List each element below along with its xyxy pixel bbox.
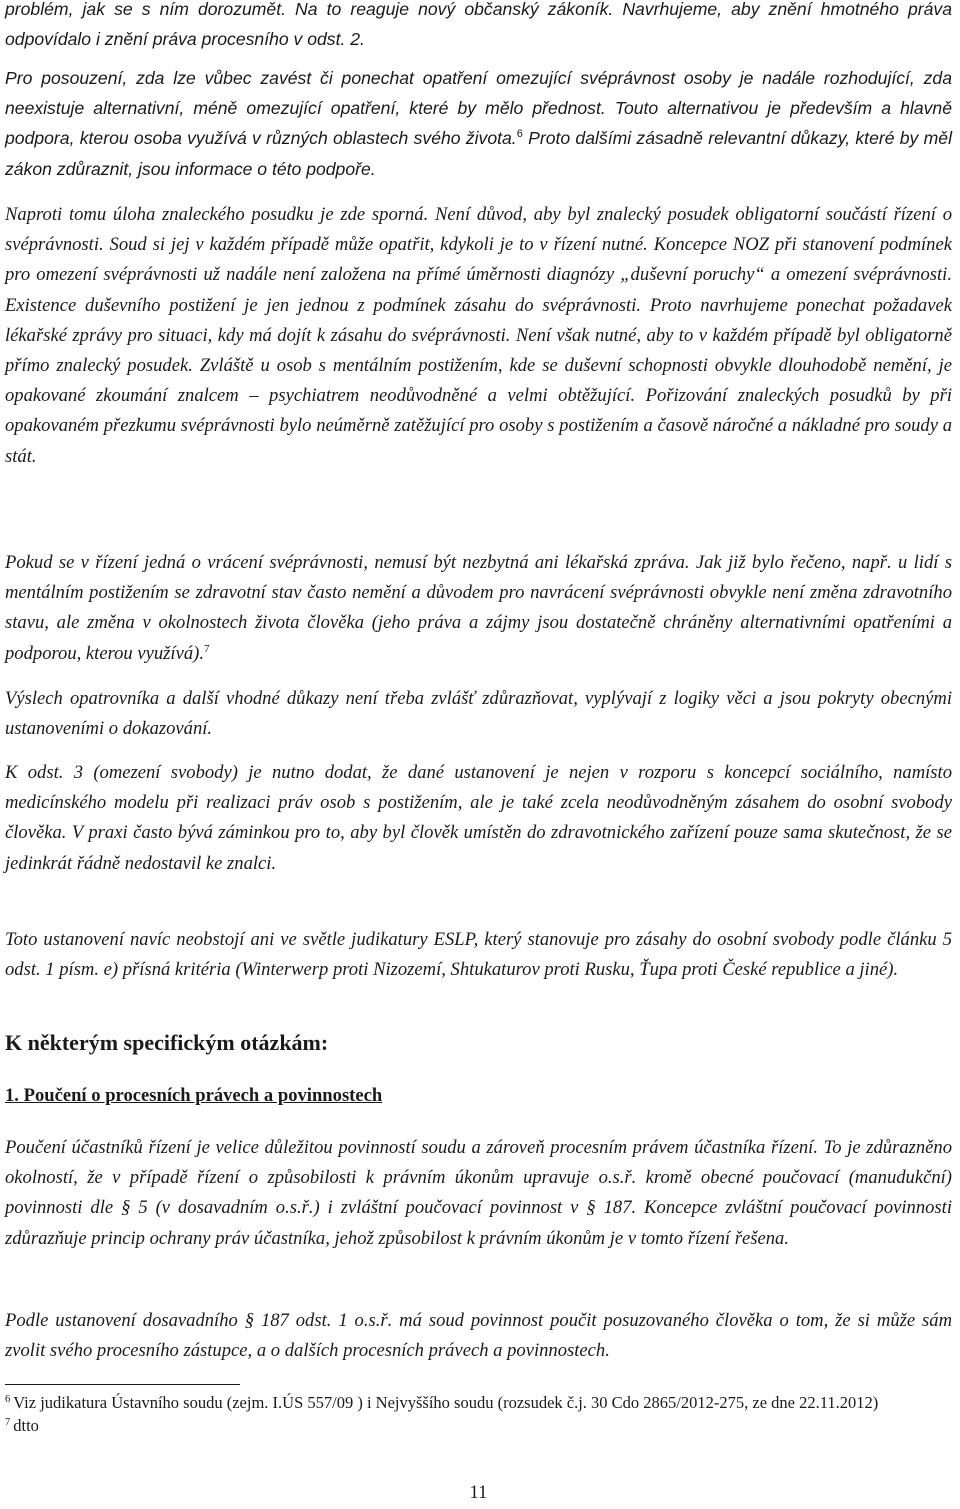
- footnote-text: dtto: [13, 1416, 39, 1435]
- subsection-heading: 1. Poučení o procesních právech a povinnostech: [5, 1085, 383, 1106]
- footnote-number: 6: [5, 1393, 11, 1405]
- paragraph-restoring-capacity: [5, 548, 952, 669]
- paragraph-expert-opinion: [5, 200, 952, 472]
- footnote-ref: 6: [516, 128, 523, 141]
- footnote-7: [5, 1414, 952, 1437]
- footnote-ref: 7: [203, 642, 210, 655]
- section-heading: K některým specifickým otázkám:: [5, 1030, 329, 1055]
- footnote-divider: [5, 1384, 240, 1385]
- paragraph-text: Touto alternativou je především a hlavně podpora, kterou osoba využívá v různých oblastech svého života.: [5, 98, 952, 149]
- footnote-6: [5, 1391, 952, 1414]
- paragraph-text: Proto dalšími zásadně relevantní důkazy, které by měl zákon zdůraznit, jsou informace o této podpoře.: [5, 128, 952, 179]
- paragraph-guardian-hearing: [5, 684, 952, 744]
- paragraph-section-187: [5, 1306, 952, 1366]
- paragraph-text: problém, jak se s ním dorozumět. Na to reaguje nový občanský zákoník. Navrhujeme, aby znění hmotného práva odpovídalo i znění práva procesního v odst. 2.: [5, 0, 952, 50]
- paragraph-text: Toto ustanovení navíc neobstojí ani ve světle judikatury ESLP, který stanovuje pro zásahy do osobní svobody podle článku 5 odst. 1 písm. e) přísná kritéria (Winterwerp proti Nizozemí, Shtukaturov proti Rusku, Ťupa proti České republice a jiné).: [5, 929, 952, 981]
- paragraph-text: Naproti tomu úloha znaleckého posudku je zde sporná. Není důvod, aby byl znalecký posudek obligatorní součástí řízení o svéprávnosti. Soud si jej v každém případě může opatřit, kdykoli je to v řízení nutné.: [5, 204, 952, 256]
- page-number: 11: [469, 1482, 488, 1503]
- paragraph-instruction-duty: [5, 1133, 952, 1254]
- paragraph-restriction-of-liberty: [5, 758, 952, 879]
- footnote-number: 7: [5, 1416, 11, 1428]
- footnote-text: Viz judikatura Ústavního soudu (zejm. I.ÚS 557/09 ) i Nejvyššího soudu (rozsudek č.j. 30 Cdo 2865/2012-275, ze dne 22.11.2012): [13, 1393, 879, 1412]
- paragraph-text: Výslech opatrovníka a další vhodné důkazy není třeba zvlášť zdůrazňovat, vyplývají z logiky věci a jsou pokryty obecnými ustanoveními o dokazování.: [5, 688, 952, 740]
- paragraph-alternatives: [5, 63, 952, 184]
- footnotes: [5, 1391, 952, 1437]
- paragraph-text: Koncepce NOZ při stanovení podmínek pro omezení svéprávnosti už nadále není založena na přímé úměrnosti diagnózy „duševní poruchy“ a omezení svéprávnosti. Existence duševního postižení je jen jednou z podmínek zásahu do svéprávnosti. Proto navrhujeme ponechat požadavek lékařské zprávy pro situaci, kdy má dojít k zásahu do svéprávnosti. Není však nutné, aby to v každém případě byl obligatorně přímo znalecký posudek. Zvláště u osob s mentálním postižením, kde se duševní schopnosti obvykle dlouhodobě nemění, je opakované zkoumání znalcem – psychiatrem neodůvodněné a velmi obtěžující. Pořizování znaleckých posudků by při opakovaném přezkumu svéprávnosti bylo neúměrně zatěžující pro osoby s postižením a časově náročné a nákladné pro soudy a stát.: [5, 234, 952, 467]
- paragraph-continuation: [5, 0, 952, 54]
- paragraph-text: K odst. 3 (omezení svobody) je nutno dodat, že dané ustanovení je nejen v rozporu s koncepcí sociálního, namísto medicínského modelu při realizaci práv osob s postižením, ale je také zcela neodůvodněným zásahem do osobní svobody člověka. V praxi často bývá záminkou pro to, aby byl člověk umístěn do zdravotnického zařízení pouze sama skutečnost, že se jedinkrát řádně nedostavil ke znalci.: [5, 762, 952, 874]
- paragraph-text: Podle ustanovení dosavadního § 187 odst. 1 o.s.ř. má soud povinnost poučit posuzovaného člověka o tom, že si může sám zvolit svého procesního zástupce, a o dalších procesních právech a povinnostech.: [5, 1310, 952, 1362]
- paragraph-text: Pro posouzení, zda lze vůbec zavést či ponechat opatření omezující svéprávnost osoby je nadále rozhodující, zda neexistuje alternativní, méně omezující opatření, které by mělo přednost.: [5, 68, 952, 119]
- paragraph-echr-case-law: [5, 925, 952, 985]
- paragraph-text: Pokud se v řízení jedná o vrácení svéprávnosti, nemusí být nezbytná ani lékařská zpráva. Jak již bylo řečeno, např. u lidí s mentálním postižením se zdravotní stav často nemění a důvodem pro navrácení svéprávnosti obvykle není změna zdravotního stavu, ale změna v okolnostech života člověka (jeho práva a zájmy jsou dostatečně chráněny alternativními opatřeními a podporou, kterou využívá).: [5, 552, 952, 664]
- paragraph-text: Poučení účastníků řízení je velice důležitou povinností soudu a zároveň procesním právem účastníka řízení. To je zdůrazněno okolností, že v případě řízení o způsobilosti k právním úkonům upravuje o.s.ř. kromě obecné poučovací (manudukční) povinnosti dle § 5 (v dosavadním o.s.ř.) i zvláštní poučovací povinnost v § 187. Koncepce zvláštní poučovací povinnosti zdůrazňuje princip ochrany práv účastníka, jehož způsobilost k právním úkonům je v tomto řízení řešena.: [5, 1137, 952, 1249]
